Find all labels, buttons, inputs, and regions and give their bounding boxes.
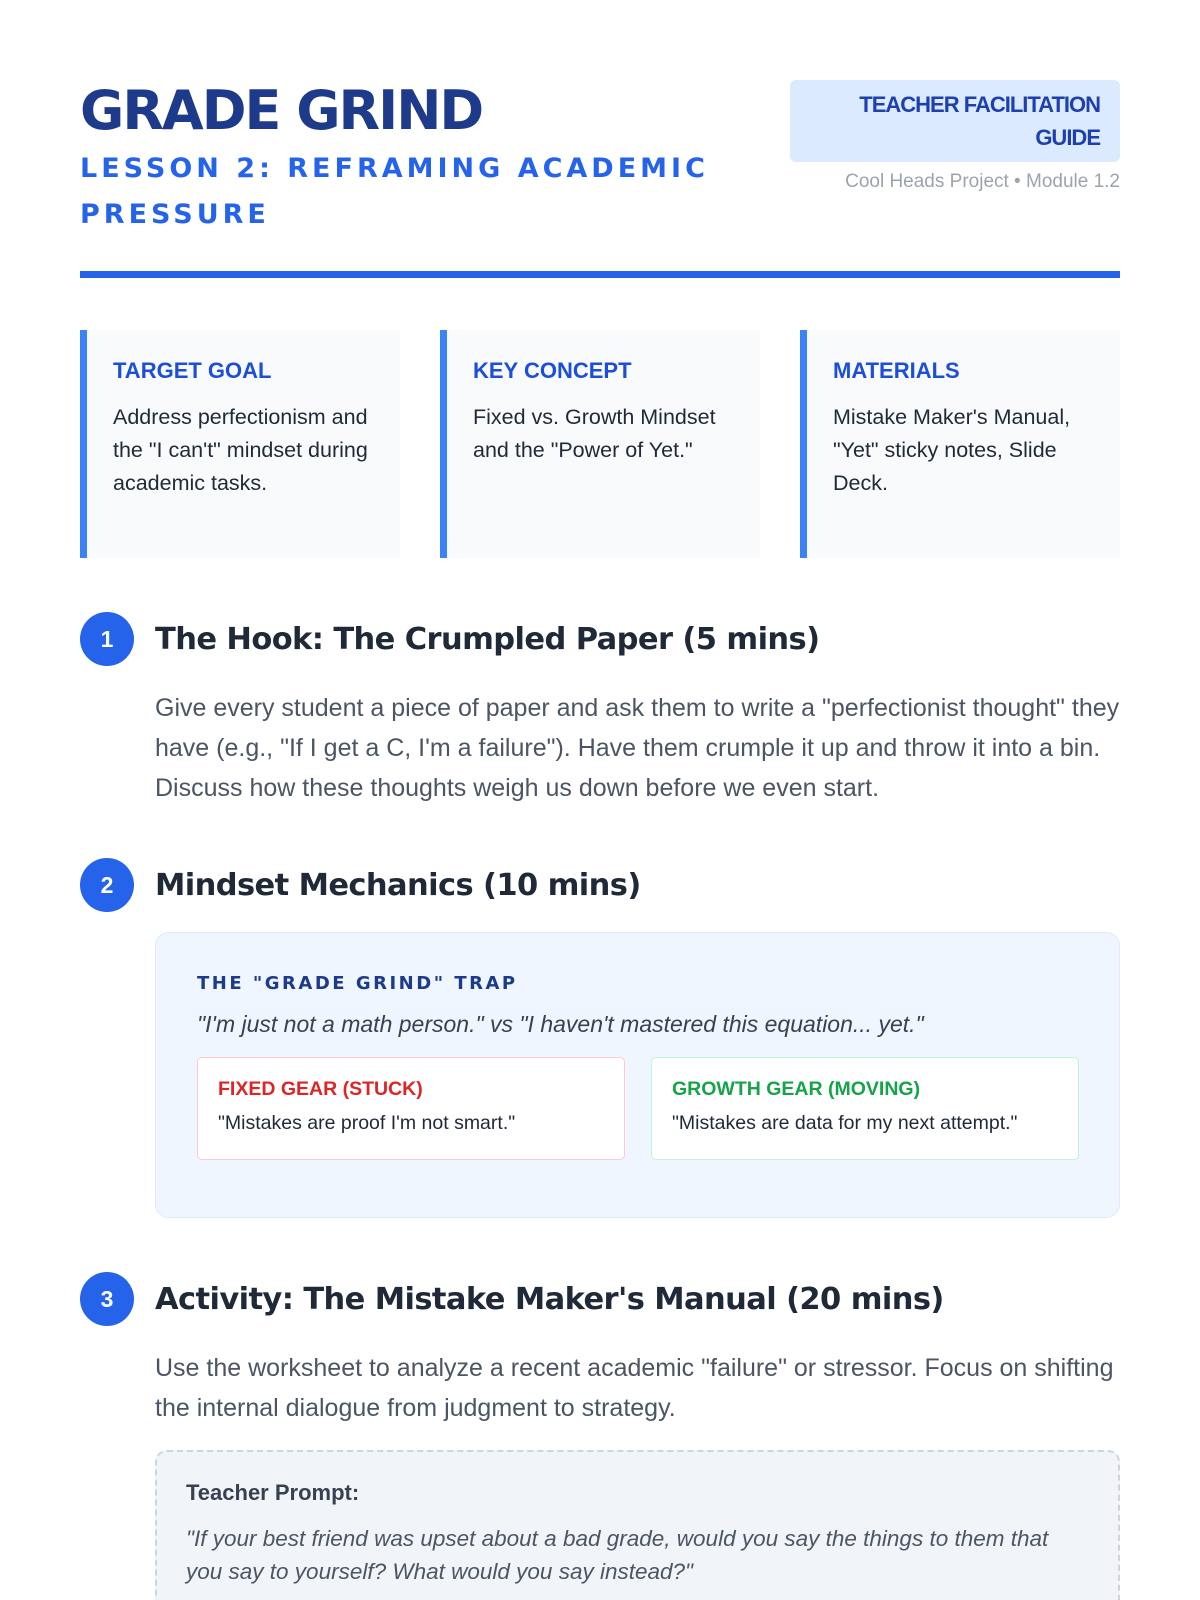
step-title: Activity: The Mistake Maker's Manual (20 mins) bbox=[155, 1281, 944, 1317]
step-title: Mindset Mechanics (10 mins) bbox=[155, 867, 641, 903]
card-title: KEY CONCEPT bbox=[473, 358, 632, 384]
growth-gear-card bbox=[651, 1057, 1079, 1160]
step-2-header bbox=[80, 858, 1120, 912]
step-1-body: Give every student a piece of paper and ask them to write a "perfectionist thought" they have (e.g., "If I get a C, I'm a failure"). Have them crumple it up and throw it into a bin. Discuss how these thoughts weigh us down before we even start. bbox=[155, 694, 1120, 803]
step-number-badge: 2 bbox=[80, 858, 134, 912]
step-3-header bbox=[80, 1272, 1120, 1326]
brand-title: GRADE GRIND bbox=[80, 79, 483, 142]
card-materials bbox=[800, 330, 1120, 558]
guide-subtitle: Cool Heads Project • Module 1.2 bbox=[845, 171, 1120, 192]
info-cards bbox=[80, 330, 1120, 558]
card-target-goal bbox=[80, 330, 400, 558]
step-number-badge: 1 bbox=[80, 612, 134, 666]
gear-comparison bbox=[197, 1057, 1079, 1160]
card-body: Fixed vs. Growth Mindset and the "Power of Yet." bbox=[473, 405, 716, 463]
step-1-header bbox=[80, 612, 1120, 666]
card-title: TARGET GOAL bbox=[113, 358, 272, 384]
fixed-gear-card bbox=[197, 1057, 625, 1160]
guide-badge: TEACHER FACILITATION GUIDE bbox=[790, 80, 1120, 162]
card-title: MATERIALS bbox=[833, 358, 960, 384]
step-3-body: Use the worksheet to analyze a recent academic "failure" or stressor. Focus on shifting the internal dialogue from judgment to strategy. bbox=[155, 1354, 1114, 1423]
fixed-gear-title: FIXED GEAR (STUCK) bbox=[218, 1078, 423, 1101]
teacher-prompt-label: Teacher Prompt: bbox=[186, 1480, 360, 1506]
growth-gear-text: "Mistakes are data for my next attempt." bbox=[672, 1112, 1018, 1135]
trap-quote: "I'm just not a math person." vs "I haven't mastered this equation... yet." bbox=[197, 1011, 924, 1038]
card-key-concept bbox=[440, 330, 760, 558]
header bbox=[80, 80, 1120, 238]
step-title: The Hook: The Crumpled Paper (5 mins) bbox=[155, 621, 820, 657]
lesson-title: LESSON 2: REFRAMING ACADEMIC PRESSURE bbox=[80, 153, 709, 231]
grade-grind-trap-box bbox=[155, 932, 1120, 1218]
fixed-gear-text: "Mistakes are proof I'm not smart." bbox=[218, 1112, 516, 1135]
header-divider bbox=[80, 271, 1120, 278]
teacher-prompt-text: "If your best friend was upset about a bad grade, would you say the things to them that you say to yourself? What would you say instead?" bbox=[186, 1526, 1049, 1585]
growth-gear-title: GROWTH GEAR (MOVING) bbox=[672, 1078, 921, 1101]
header-meta bbox=[790, 80, 1120, 193]
card-body: Mistake Maker's Manual, "Yet" sticky notes, Slide Deck. bbox=[833, 405, 1071, 496]
card-body: Address perfectionism and the "I can't" mindset during academic tasks. bbox=[113, 405, 368, 496]
trap-title: THE "GRADE GRIND" TRAP bbox=[197, 973, 518, 995]
step-number-badge: 3 bbox=[80, 1272, 134, 1326]
header-title-block bbox=[80, 80, 720, 238]
teacher-prompt-box bbox=[155, 1450, 1120, 1600]
